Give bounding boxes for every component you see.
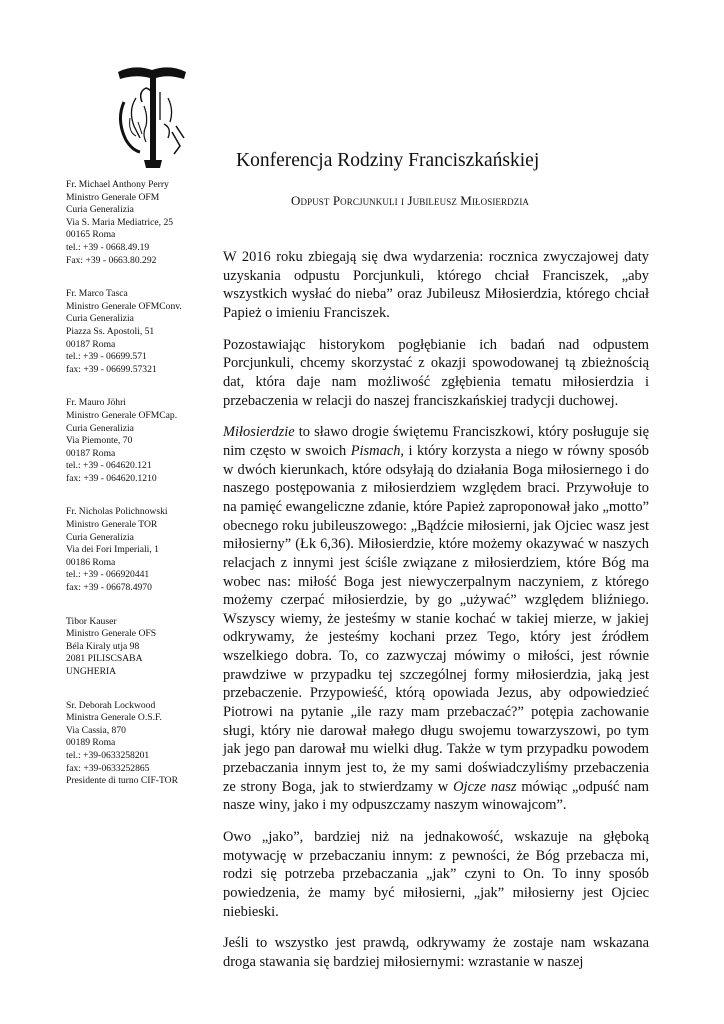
contact-line: Ministra Generale O.S.F. bbox=[66, 712, 162, 724]
contact-line: Curia Generalizia bbox=[66, 313, 134, 325]
contact-ofmconv bbox=[66, 288, 216, 376]
contact-line: Tibor Kauser bbox=[66, 615, 117, 627]
contact-line: tel.: +39 - 066920441 bbox=[66, 569, 150, 581]
contact-line: 2081 PILISCSABA bbox=[66, 653, 143, 665]
contact-ofmcap bbox=[66, 397, 216, 485]
contact-line: Fr. Marco Tasca bbox=[66, 288, 128, 300]
contact-line: Via dei Fori Imperiali, 1 bbox=[66, 544, 159, 556]
contact-line: Ministro Generale OFMCap. bbox=[66, 409, 178, 421]
contact-line: 00189 Roma bbox=[66, 737, 116, 749]
contact-ofs bbox=[66, 616, 216, 679]
contact-line: fax: +39-0633252865 bbox=[66, 762, 150, 774]
emphasis: Pismach, bbox=[350, 442, 405, 459]
contact-line: UNGHERIA bbox=[66, 666, 117, 677]
contact-osf bbox=[66, 700, 216, 788]
contact-line: fax: +39 - 06678.4970 bbox=[66, 582, 152, 594]
letter-body bbox=[223, 248, 649, 972]
contact-line: Béla Kiraly utja 98 bbox=[66, 640, 140, 652]
contact-line: Curia Generalizia bbox=[66, 531, 134, 543]
contact-line: 00187 Roma bbox=[66, 338, 116, 350]
text-run: mówiąc „odpuść nam nasze winy, jako i my odpuszczamy naszym winowajcom”. bbox=[223, 778, 650, 814]
document-subtitle: Odpust Porcjunkuli i Jubileusz Miłosierdzia bbox=[291, 193, 530, 208]
contact-line: Sr. Deborah Lockwood bbox=[66, 699, 156, 711]
contact-line: Ministro Generale TOR bbox=[66, 519, 158, 531]
contact-line: fax: +39 - 06699.57321 bbox=[66, 363, 157, 375]
tau-cross-francis-icon bbox=[114, 62, 190, 170]
contact-line: Presidente di turno CIF-TOR bbox=[66, 775, 179, 787]
contact-tor bbox=[66, 506, 216, 594]
contact-line: Via S. Maria Mediatrice, 25 bbox=[66, 216, 174, 228]
contact-ofm bbox=[66, 179, 216, 267]
contact-line: Via Cassia, 870 bbox=[66, 724, 126, 736]
contacts-sidebar bbox=[66, 179, 216, 788]
text-run: i który korzysta a niego w równy sposób w dwóch kierunkach, które odsyłają do działania Boga miłosiernego i do naszego postępowania z miłosierdziem względem braci. Przywołuje to na pamięć ewangeliczne zdanie, które Papież zaproponował jako „motto” obecnego roku jubileuszowego: „Bądźcie miłosierni, jak Ojciec wasz jest miłosierny” (Łk 6,36). Miłosierdzie, które możemy okazywać w naszych relacjach z innymi jest ściśle związane z miłosierdziem, które Bóg ma wobec nas: miłość Boga jest niewyczerpalnym naczyniem, z którego możemy czerpać miłosierdzie, by go „używać” względem bliźniego. Wszyscy wiemy, że jesteśmy w stanie kochać w takiej mierze, w jakiej odkrywamy, że jesteśmy kochani przez Tego, który jest źródłem wszelkiego dobra. To, co zazwyczaj mówimy o miłości, jest równie prawdziwe w przypadku tej szczególnej formy miłosierdzia, jaką jest przebaczenie. Przypowieść, którą opowiada Jezus, aby odpowiedzieć Piotrowi na pytanie „ile razy mam przebaczać?” potępia zachowanie sługi, który nie darował małego długu swojemu towarzyszowi, po tym jak jego pan darował mu wielki dług. Także w tym przypadku powodem przebaczania innym jest to, że my sami doświadczyliśmy przebaczenia ze strony Boga, jak to stwierdzamy w bbox=[223, 442, 649, 795]
contact-line: fax: +39 - 064620.1210 bbox=[66, 472, 157, 484]
emphasis: Ojcze nasz bbox=[453, 778, 517, 795]
contact-line: tel.: +39 - 064620.121 bbox=[66, 460, 152, 472]
contact-line: Fr. Michael Anthony Perry bbox=[66, 179, 169, 190]
paragraph: Jeśli to wszystko jest prawdą, odkrywamy że zostaje nam wskazana droga stawania się bardziej miłosiernymi: wzrastanie w naszej bbox=[223, 935, 649, 970]
contact-line: Via Piemonte, 70 bbox=[66, 435, 133, 447]
paragraph: Owo „jako”, bardziej niż na jednakowość, wskazuje na głęboką motywację w przebaczaniu innym: z pewności, że Bóg przebacza mi, rodzi się potrzeba przebaczania „jak” czyni to On. To inny sposób powiedzenia, że mamy być miłosierni, „jak” miłosierny jest Ojciec niebieski. bbox=[223, 829, 649, 920]
contact-line: tel.: +39 - 0668.49.19 bbox=[66, 241, 150, 253]
paragraph: Pozostawiając historykom pogłębianie ich badań nad odpustem Porcjunkuli, chcemy skorzystać z okazji spowodowanej tą zbieżnością dat, która daje nam możliwość zgłębienia tematu miłosierdzia i przebaczenia w relacji do naszej franciszkańskiej tradycji duchowej. bbox=[223, 336, 649, 409]
paragraph bbox=[223, 423, 649, 815]
contact-line: Ministro Generale OFM bbox=[66, 191, 160, 203]
contact-line: Fax: +39 - 0663.80.292 bbox=[66, 254, 157, 266]
text-run: to sławo drogie świętemu Franciszkowi, który posługuje się nim często w swoich bbox=[223, 424, 649, 459]
emphasis: Miłosierdzie bbox=[223, 424, 295, 441]
contact-line: Curia Generalizia bbox=[66, 204, 134, 216]
contact-line: Ministro Generale OFMConv. bbox=[66, 300, 182, 312]
contact-line: Fr. Nicholas Polichnowski bbox=[66, 506, 168, 518]
contact-line: Curia Generalizia bbox=[66, 422, 134, 434]
document-title: Konferencja Rodziny Franciszkańskiej bbox=[236, 150, 540, 171]
contact-line: 00186 Roma bbox=[66, 556, 116, 568]
contact-line: 00165 Roma bbox=[66, 229, 116, 241]
paragraph: W 2016 roku zbiegają się dwa wydarzenia: rocznica zwyczajowej daty uzyskania odpustu Porcjunkuli, którego chciał Franciszek, „aby wszystkich wysłać do nieba” oraz Jubileusz Miłosierdzia, którego chciał Papież o imieniu Franciszek. bbox=[223, 249, 649, 321]
contact-line: tel.: +39 - 06699.571 bbox=[66, 351, 147, 363]
contact-line: Fr. Mauro Jöhri bbox=[66, 397, 126, 409]
contact-line: Piazza Ss. Apostoli, 51 bbox=[66, 325, 155, 337]
contact-line: Ministro Generale OFS bbox=[66, 628, 157, 640]
contact-line: tel.: +39-0633258201 bbox=[66, 749, 150, 761]
contact-line: 00187 Roma bbox=[66, 447, 116, 459]
